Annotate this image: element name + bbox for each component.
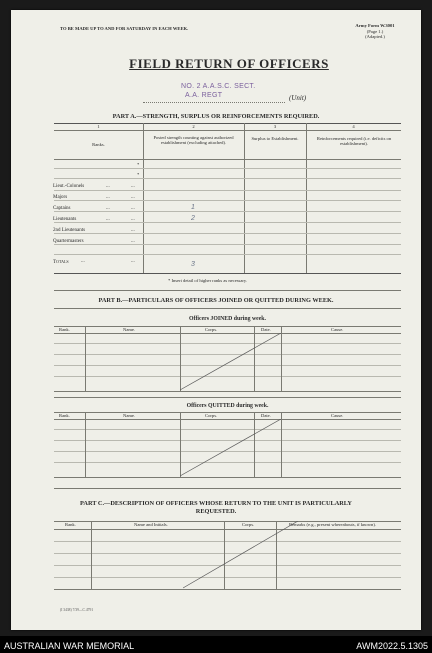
- row-rule: [54, 190, 401, 191]
- part-a-bottom-rule: [54, 273, 401, 274]
- header-instruction: TO BE MADE UP TO AND FOR SATURDAY IN EACH WEEK.: [60, 26, 189, 31]
- joined-vline: [85, 326, 86, 391]
- part-a-header-rule: [54, 159, 401, 160]
- part-c-heading-line2: REQUESTED.: [195, 508, 237, 515]
- quitted-vline: [85, 412, 86, 477]
- part-b-top-rule: [54, 290, 401, 291]
- dots: ...: [81, 259, 85, 264]
- footer-accession-number: AWM2022.5.1305: [356, 641, 428, 651]
- joined-top-rule: [54, 326, 401, 327]
- joined-heading: Officers JOINED during week.: [189, 316, 266, 322]
- quitted-vline: [281, 412, 282, 477]
- col-reinforcements-header: Reinforcements required (i.e. deficits on establishment).: [316, 136, 392, 147]
- unit-stamp-line1: NO. 2 A.A.S.C. SECT.: [181, 83, 256, 90]
- part-c-bottom-rule: [54, 589, 401, 590]
- form-page: (Page 1.): [366, 29, 384, 34]
- joined-col-cause: Cause.: [331, 327, 344, 332]
- quitted-heading: Officers QUITTED during week.: [186, 403, 269, 409]
- quitted-bottom-rule: [54, 477, 401, 478]
- quitted-col-corps: Corps.: [205, 413, 218, 418]
- unit-label: (Unit): [289, 94, 307, 102]
- hand-lieutenants-value: 2: [191, 215, 195, 222]
- part-c-strike-through: [183, 521, 298, 589]
- dots: ...: [131, 195, 135, 200]
- dots: ...: [131, 206, 135, 211]
- part-a-vline-3: [306, 123, 307, 273]
- col-surplus-header: Surplus to Establishment.: [251, 136, 299, 141]
- quitted-col-date: Date.: [261, 413, 271, 418]
- row-rule: [54, 222, 401, 223]
- quitted-top-rule: [54, 412, 401, 413]
- row-rule: [54, 233, 401, 234]
- form-title: FIELD RETURN OF OFFICERS: [129, 56, 329, 71]
- footer-institution: AUSTRALIAN WAR MEMORIAL: [4, 641, 135, 651]
- joined-col-date: Date.: [261, 327, 271, 332]
- quitted-col-rank: Rank.: [59, 413, 70, 418]
- joined-vline: [281, 326, 282, 391]
- dots: ...: [131, 217, 135, 222]
- quitted-col-name: Name.: [123, 413, 136, 418]
- part-c-col-rank: Rank.: [65, 522, 76, 527]
- form-sheet: [11, 10, 421, 630]
- rank-quartermasters: Quartermasters: [53, 239, 84, 244]
- hand-totals-value: 3: [191, 261, 195, 268]
- hand-captains-value: 1: [191, 204, 195, 211]
- rank-2nd-lieutenants: 2nd Lieutenants: [53, 228, 86, 233]
- dots: ...: [131, 239, 135, 244]
- asterisk-2: *: [137, 172, 140, 177]
- row-rule: [54, 178, 401, 179]
- col-num-2: 2: [192, 124, 195, 129]
- part-c-vline: [91, 521, 92, 589]
- totals-label: Totals: [53, 260, 69, 265]
- quitted-strike-through: [180, 419, 281, 477]
- part-c-col-name: Name and Initials.: [134, 522, 168, 527]
- col-num-1: 1: [97, 124, 100, 129]
- joined-col-corps: Corps.: [205, 327, 218, 332]
- dots: ...: [106, 195, 110, 200]
- part-a-num-rule: [54, 130, 401, 131]
- dots: ...: [131, 259, 135, 264]
- row-rule: [54, 200, 401, 201]
- col-num-4: 4: [352, 124, 355, 129]
- unit-stamp-line2: A.A. REGT: [185, 92, 223, 99]
- part-a-vline-2: [244, 123, 245, 273]
- part-c-heading-line1: PART C.—DESCRIPTION OF OFFICERS WHOSE RETURN TO THE UNIT IS PARTICULARLY: [80, 500, 352, 507]
- archive-footer: [0, 636, 432, 653]
- form-number: Army Form W.3001: [355, 23, 395, 28]
- col-posted-header: Posted strength counting against authorized establishment (excluding attached).: [153, 135, 234, 146]
- part-c-top-rule: [54, 488, 401, 489]
- rank-lieut-colonels: Lieut.-Colonels: [53, 184, 85, 189]
- col-num-3: 3: [273, 124, 277, 129]
- part-a-vline-1: [143, 123, 144, 273]
- row-rule: [54, 168, 401, 169]
- col-ranks-header: Ranks.: [92, 142, 105, 147]
- part-a-footnote: * Insert detail of higher ranks as necessary.: [168, 278, 248, 283]
- rank-captains: Captains: [53, 206, 71, 211]
- unit-underline: [143, 102, 285, 103]
- joined-strike-through: [180, 333, 281, 391]
- part-b-heading: PART B.—PARTICULARS OF OFFICERS JOINED OR QUITTED DURING WEEK.: [98, 297, 334, 304]
- row-rule: [54, 211, 401, 212]
- part-a-heading: PART A.—STRENGTH, SURPLUS OR REINFORCEMENTS REQUIRED.: [112, 113, 320, 120]
- form-adapted: (Adapted.): [365, 34, 385, 39]
- asterisk-1: *: [137, 162, 140, 167]
- part-c-col-remarks: Remarks (e.g., present whereabouts, if known).: [289, 522, 377, 527]
- part-b-heading-rule: [54, 308, 401, 309]
- row-rule: [54, 244, 401, 245]
- quitted-separator: [54, 397, 401, 398]
- joined-bottom-rule: [54, 391, 401, 392]
- rank-lieutenants: Lieutenants: [53, 217, 77, 222]
- dots: ...: [131, 184, 135, 189]
- print-code: (I 3438) 7/39—C.4791: [60, 608, 94, 612]
- part-c-col-corps: Corps.: [242, 522, 255, 527]
- rank-majors: Majors: [53, 195, 68, 200]
- row-rule: [54, 254, 401, 255]
- joined-col-rank: Rank.: [59, 327, 70, 332]
- quitted-col-cause: Cause.: [331, 413, 344, 418]
- dots: ...: [106, 184, 110, 189]
- dots: ...: [106, 206, 110, 211]
- dots: ...: [131, 228, 135, 233]
- dots: ...: [106, 217, 110, 222]
- joined-col-name: Name.: [123, 327, 136, 332]
